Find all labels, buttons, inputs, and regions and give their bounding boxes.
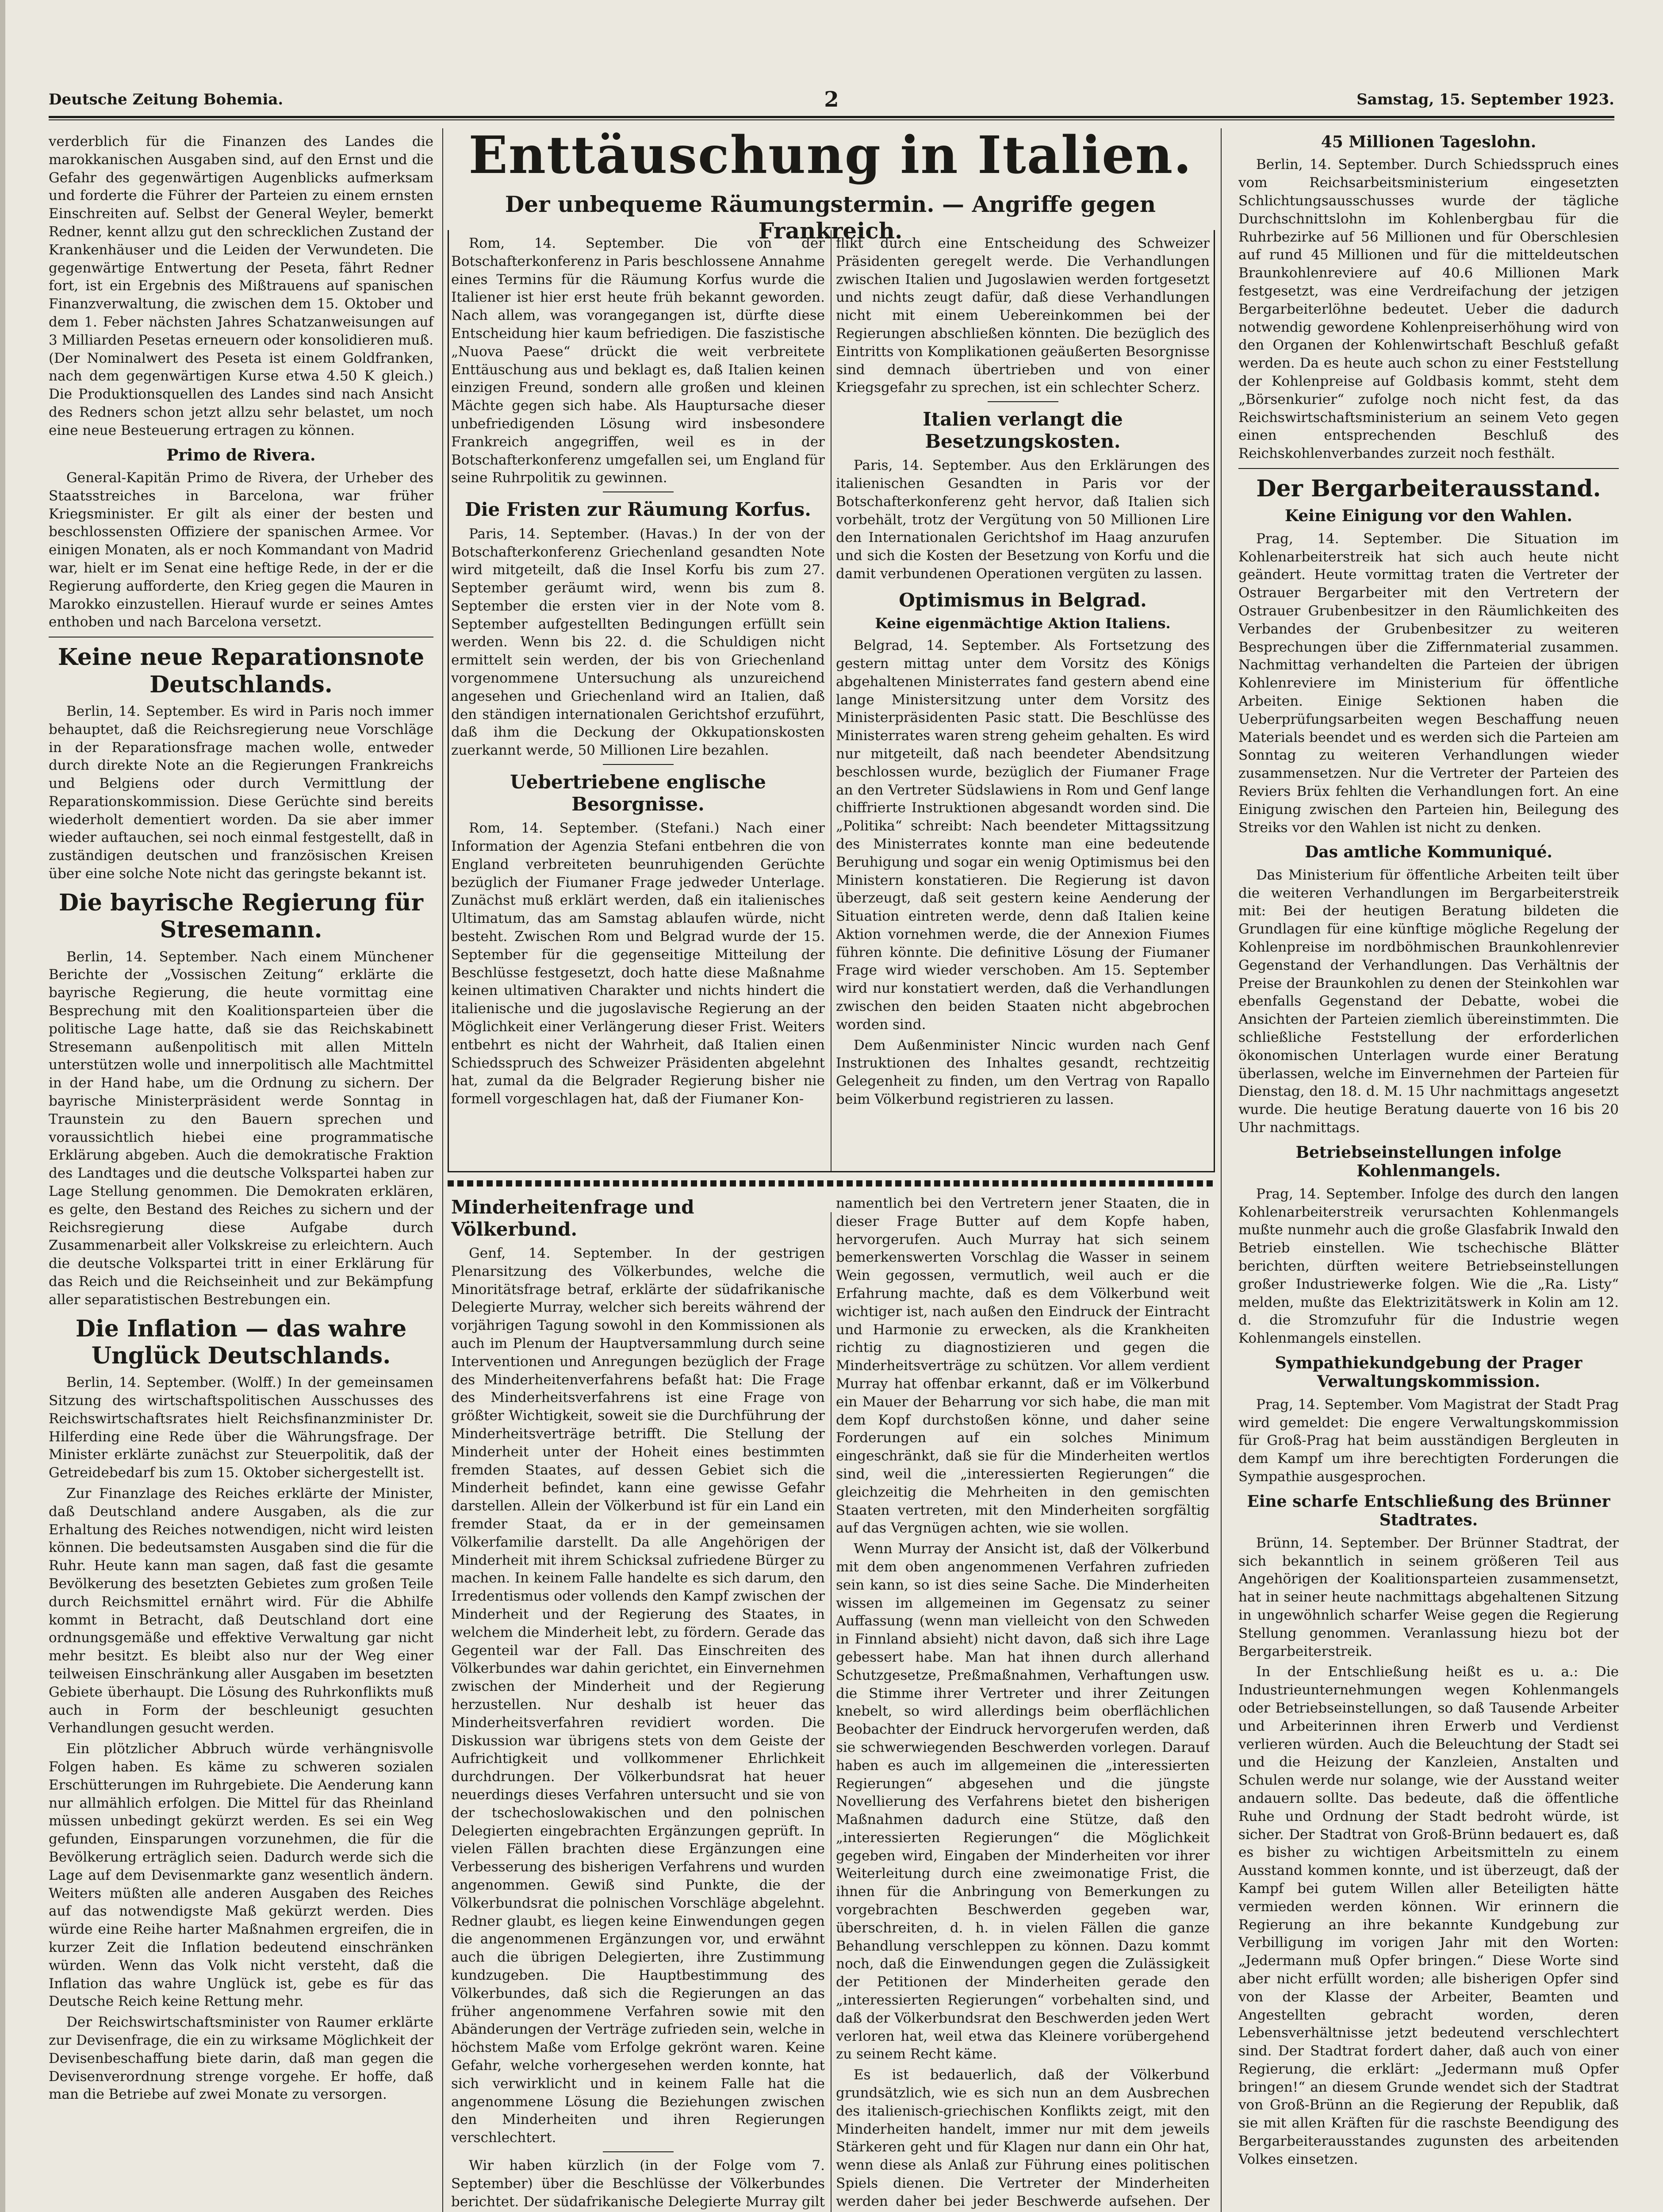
masthead-rule [49, 116, 1614, 118]
main-subheadline: Der unbequeme Räumungstermin. — Angriffe gegen Frankreich. [505, 191, 1156, 244]
paper-edge [0, 0, 5, 2212]
column-3-lower [836, 1194, 1210, 2212]
article-bruenner-stadtrat-1: Brünn, 14. September. Der Brünner Stadtrat, der sich bekanntlich in seinem größeren Teil aus Angehörigen der Koalitionsparteien zusammensetzt, hat in seiner heute nachmittags abgehaltenen Sitzung in ungewöhnlich scharfer Weise gegen die Regierung Stellung genommen. Veranlassung hiezu bot der Bergarbeiterstreik. [1238, 1535, 1619, 1659]
article-belgrad: Belgrad, 14. September. Als Fortsetzung des gestern mittag unter dem Vorsitz des Königs abgehaltenen Ministerrates fand gestern abend eine lange Ministersitzung unter dem Vorsitz des Ministerpräsidenten Pasic statt. Die Beschlüsse des Ministerrates waren streng geheim gehalten. Es wird nur mitgeteilt, daß nach beendeter Abendsitzung beschlossen wurde, bezüglich der Fiumaner Frage an den Vertreter Südslawiens in Rom und Genf lange chiffrierte Instruktionen abgesandt worden sind. Die „Politika“ schreibt: Nach beendeter Mittagssitzung des Ministerrates konnte man eine bedeutende Beruhigung und sogar ein wenig Optimismus bei den Ministern konstatieren. Die Regierung ist davon überzeugt, daß seit gestern keine Aenderung der Situation eintreten werde, denn daß Italien keine Aktion vornehmen werde, die der Annexion Fiumes führen könnte. Die definitive Lösung der Fiumaner Frage wird wieder verschoben. Am 15. September wird nur konstatiert werden, daß die Verhandlungen zwischen den beiden Staaten nicht abgebrochen worden sind. [836, 637, 1210, 1033]
headline-minderheitenfrage: Minderheitenfrage und Völkerbund. [451, 1196, 694, 1240]
page-number: 2 [824, 87, 839, 112]
headline-besorgnisse: Uebertriebene englische Besorgnisse. [510, 771, 766, 815]
article-belgrad-2: Dem Außenminister Nincic wurden nach Genf Instruktionen des Inhaltes gesandt, rechtzeitig Gelegenheit zu finden, um den Vertrag von Rapallo beim Völkerbund registrieren zu lassen. [836, 1037, 1210, 1108]
article-reparationsnote: Berlin, 14. September. Es wird in Paris noch immer behauptet, daß die Reichsregierung neue Vorschläge in der Reparationsfrage machen wolle, entweder durch direkte Note an die Regierungen Frankreichs und Belgiens oder durch Vermittlung der Reparationskommission. Diese Gerüchte sind bereits wiederholt dementiert worden. Da sie aber immer wieder auftauchen, sei noch einmal festgestellt, daß in zuständigen deutschen und französischen Kreisen über eine solche Note nicht das geringste bekannt ist. [49, 703, 433, 882]
separator [1238, 468, 1619, 469]
headline-primo-de-rivera: Primo de Rivera. [166, 445, 316, 465]
headline-bayrische-regierung: Die bayrische Regierung für Stresemann. [59, 889, 423, 944]
column-2-lower [451, 1194, 825, 2212]
masthead-title: Deutsche Zeitung Bohemia. [49, 91, 284, 108]
headline-inflation: Die Inflation — das wahre Unglück Deutschlands. [75, 1315, 407, 1369]
article-inflation-4: Der Reichswirtschaftsminister von Raumer erklärte zur Devisenfrage, die ein zu wirksame Möglichkeit der Devisenbeschaffung biete darin, daß man gegen die Devisenverordnung strenge vorgehe. Er hoffe, daß man die Betriebe auf zwei Monate zu versorgen. [49, 2014, 433, 2103]
article-bruenner-stadtrat-2: In der Entschließung heißt es u. a.: Die Industrieunternehmungen wegen Kohlenmangels oder Betriebseinstellungen, so daß Tausende Arbeiter und Arbeiterinnen ihren Erwerb und Verdienst verlieren würden. Auch die Beleuchtung der Stadt sei und die Heizung der Kanzleien, Anstalten und Schulen werde nur solange, wie der Ausstand weiter andauern sollte. Das bedeute, daß die öffentliche Ruhe und Ordnung der Stadt bedroht würde, ist sicher. Der Stadtrat von Groß-Brünn bedauert es, daß es bisher zu wichtigen Arbeitsmitteln zu einem Ausstand kommen konnte, und ist überzeugt, daß der Kampf bei gutem Willen aller Beteiligten hätte vermieden werden können. Wir erinnern die Regierung an ihre bekannte Kundgebung zur Verbilligung im vorigen Jahr mit den Worten: „Jedermann muß Opfer bringen.“ Diese Worte sind aber nicht erfüllt worden; alle bisherigen Opfer sind von der Klasse der Arbeiter, Beamten und Angestellten gebracht worden, deren Lebensverhältnisse jetzt bedeutend verschlechtert sind. Der Stadtrat fordert daher, daß auch von einer Regierung, die erklärt: „Jedermann muß Opfer bringen!“ an diesem Grunde wendet sich der Stadtrat von Groß-Brünn an die Regierung der Republik, daß sie mit allen Kräften für die raschste Beendigung des Bergarbeiterausstandes zugunsten des arbeitenden Volkes einsetzen. [1238, 1664, 1619, 2167]
column-2-italy [451, 234, 825, 1168]
short-rule [988, 401, 1058, 402]
column-rule-1 [442, 128, 443, 2212]
article-bergarbeiterausstand: Prag, 14. September. Die Situation im Kohlenarbeiterstreik hat sich auch heute nicht geändert. Heute vormittag traten die Vertreter der Ostrauer Bergarbeiter mit den Vertretern der Ostrauer Grubenbesitzer in den Räumlichkeiten des Verbandes der Grubenbesitzer zu weiteren Besprechungen über die Ziffernmaterial zusammen. Nachmittag verhandelten die Parteien der übrigen Kohlenreviere im Ministerium für öffentliche Arbeiten. Einige Sektionen haben die Ueberprüfungsarbeiten wegen Beschaffung neuen Materials beendet und es werden sich die Parteien am Sonntag zu weiteren Verhandlungen wieder zusammensetzen. Nur die Vertreter der Parteien des Reviers Brüx fehlten die Verhandlungen fort. An eine Einigung zwischen den Parteien hin, Beilegung des Streiks vor den Wahlen ist nicht zu denken. [1238, 530, 1619, 836]
article-minderheiten-3: namentlich bei den Vertretern jener Staaten, die in dieser Frage Butter auf dem Kopfe haben, hervorgerufen. Auch Murray hat sich seinem bemerkenswerten Vorschlag die Wasser in seinem Wein gegossen, vermutlich, weil auch er die Erfahrung machte, daß es dem Völkerbund weit wichtiger ist, nach außen den Eindruck der Eintracht und Harmonie zu erwecken, als die Krankheiten richtig zu diagnostizieren und gegen die Minderheitsverträge zu schützen. Vor allem verdient Murray hat offenbar erkannt, daß er im Völkerbund ein Mauer der Beharrung vor sich habe, die man mit dem Kopf durchstoßen könne, und daher seine Forderungen auf ein solches Minimum eingeschränkt, daß sie für die Minderheiten wertlos sind, weil die „interessierten Regierungen“ die gleichzeitig die Mehrheiten in den gemischten Staaten vertreten, mit den Minderheiten sorgfältig auf das Vergnügen achten, wie sie wollen. [836, 1195, 1210, 1536]
headline-optimismus-belgrad: Optimismus in Belgrad. [899, 589, 1147, 611]
article-tageslohn: Berlin, 14. September. Durch Schiedsspruch eines vom Reichsarbeitsministerium eingesetzten Schlichtungsausschusses wurde der tägliche Durchschnittslohn im Kohlenbergbau für die Ruhrbezirke auf 56 Millionen und für Oberschlesien auf rund 45 Millionen und für die mitteldeutschen Braunkohlenreviere auf 40.6 Millionen Mark festgesetzt, was eine Verdreifachung der jetzigen Bergarbeiterlöhne bedeutet. Ueber die dadurch notwendig gewordene Kohlenpreiserhöhung wird von den Organen der Kohlenwirtschaft Beschluß gefaßt werden. Da es heute auch schon zu einer Feststellung der Kohlenpreise auf Goldbasis kommt, steht dem „Börsenkurier“ zufolge noch nicht fest, da das Reichswirtschaftsministerium an seinem Veto gegen einen entsprechenden Beschluß des Reichskohlenverbandes zurzeit noch festhält. [1238, 157, 1619, 462]
column-3-italy [836, 234, 1210, 1168]
short-rule [603, 2151, 674, 2152]
headline-sympathiekundgebung: Sympathiekundgebung der Prager Verwaltungskommission. [1275, 1353, 1583, 1391]
headline-reparationsnote: Keine neue Reparationsnote Deutschlands. [57, 644, 425, 698]
article-inflation-3: Ein plötzlicher Abbruch würde verhängnisvolle Folgen haben. Es käme zu schweren sozialen Erschütterungen im Ruhrgebiete. Die Aenderung kann nur allmählich erfolgen. Die Mittel für das Rheinland müssen unbedingt gekürzt werden. Es sei ein Weg gefunden, Einsparungen vorzunehmen, die für die Bevölkerung erträglich seien. Dadurch werde sich die Lage auf dem Devisenmarkte ganz wesentlich ändern. Weiters müßten alle anderen Ausgaben des Reiches auf das notwendigste Maß gekürzt werden. Dies würde eine Reihe harter Maßnahmen ergreifen, die in kurzer Zeit die Inflation bedeutend einschränken würden. Wenn das Volk nicht versteht, daß die Inflation das wahre Unglück ist, gebe es für das Deutsche Reich keine Rettung mehr. [49, 1741, 433, 2010]
article-inflation-2: Zur Finanzlage des Reiches erklärte der Minister, daß Deutschland andere Ausgaben, als die zur Erhaltung des Reiches notwendigen, nicht wird leisten können. Die bedeutsamsten Ausgaben sind die für die Ruhr. Heute kann man sagen, daß fast die gesamte Bevölkerung des besetzten Gebietes zum großen Teile durch Reichsmittel ernährt wird. Für die Abhilfe kommt in Betracht, daß Deutschland dort eine ordnungsgemäße und effektive Verwaltung gar nicht mehr besitzt. Es bleibt also nur der Weg einer teilweisen Einschränkung aller Ausgaben im besetzten Gebiete überhaupt. Die Lösung des Ruhrkonflikts muß auch in Form der beschleunigt gesuchten Verhandlungen gesucht werden. [49, 1486, 433, 1736]
article-fristen-korfu: Paris, 14. September. (Havas.) In der von der Botschafterkonferenz Griechenland gesandten Note wird mitgeteilt, daß die Insel Korfu bis zum 27. September geräumt wird, wenn bis zum 8. September die ersten vier in der Note vom 8. September aufgestellten Bedingungen erfüllt sein werden. Wenn bis 22. d. die Schuldigen nicht ermittelt sein werden, der bis von Griechenland vorgenommene Untersuchung als unzureichend angesehen und Griechenland wird an Italien, daß den ständigen internationalen Gerichtshof erzuführt, daß ihm die Deckung der Okkupationskosten zuerkannt werde, 50 Millionen Lire bezahlen. [451, 526, 825, 759]
column-1 [49, 133, 433, 2106]
article-primo-de-rivera: General-Kapitän Primo de Rivera, der Urheber des Staatsstreiches in Barcelona, war früher Kriegsminister. Er gilt als einer der besten und beschlossensten Offiziere der spanischen Armee. Vor einigen Monaten, als er noch Kommandant von Madrid war, hielt er im Senat eine heftige Rede, in der er die Regierung aufforderte, den Krieg gegen die Mauren in Marokko einzustellen. Hierauf wurde er seines Amtes enthoben und nach Barcelona versetzt. [49, 470, 433, 630]
article-besetzungskosten: Paris, 14. September. Aus den Erklärungen des italienischen Gesandten in Paris vor der Botschafterkonferenz geht hervor, daß Italien sich vorbehält, trotz der Vergütung von 50 Millionen Lire den Internationalen Gerichtshof im Haag anzurufen und sich die Kosten der Besetzung von Korfu und die damit verbundenen Operationen vergüten zu lassen. [836, 457, 1210, 582]
column-rule-4 [1221, 128, 1222, 2212]
column-4 [1238, 133, 1619, 2212]
headline-bruenner-stadtrat: Eine scharfe Entschließung des Brünner Stadtrates. [1247, 1492, 1610, 1530]
short-rule [603, 764, 674, 765]
article-minderheiten-1: Genf, 14. September. In der gestrigen Plenarsitzung des Völkerbundes, welche die Minoritätsfrage betraf, erklärte der südafrikanische Delegierte Murray, welcher sich bereits während der vorjährigen Tagung sowohl in den Kommissionen als auch im Plenum der Hauptversammlung durch seine Interventionen und Anregungen bezüglich der Frage des Minderheitenverfahrens befaßt hat: Die Frage des Minderheitsverfahrens ist eine Frage von größter Wichtigkeit, soweit sie die Durchführung der Minderheitsverträge betrifft. Die Stellung der Minderheit unter der Hoheit eines bestimmten fremden Staates, auf dessen Gebiet sich die Minderheit befindet, kann eine gewisse Gefahr darstellen. Allein der Völkerbund ist für ein Land ein fremder Staat, da er in der gemeinsamen Völkerfamilie darstellt. Da alle Angehörigen der Minderheit mit ihrem Schicksal zufriedene Bürger zu machen. In keinem Falle handelte es sich darum, den Irredentismus oder vollends den Kampf zwischen der Minderheit und der Regierung des Staates, in welchem die Minderheit lebt, zu fördern. Gerade das Gegenteil war der Fall. Das Einschreiten des Völkerbundes war dahin gerichtet, ein Einvernehmen zwischen der Minderheit und der Regierung herzustellen. Nur deshalb ist heuer das Minderheitsverfahren revidiert worden. Die Diskussion war übrigens stets von dem Geiste der Aufrichtigkeit und vollkommener Ehrlichkeit durchdrungen. Der Völkerbundsrat hat heuer neuerdings dieses Verfahren untersucht und sie von der tschechoslowakischen und den polnischen Delegierten eingebrachten Ergänzungen geprüft. In vielen Fällen brachten diese Ergänzungen eine Verbesserung des bisherigen Verfahrens und wurden angenommen. Gewiß sind Punkte, die der Völkerbundsrat die polnischen Vorschläge abgelehnt. Redner glaubt, es liegen keine Einwendungen gegen die angenommenen Ergänzungen vor, und erwähnt auch die übrigen Delegierten, ihre Zustimmung kundzugeben. Die Hauptbestimmung des Völkerbundes, daß sich die Regierungen an das früher angenommene Verfahren sowie mit den Abänderungen der Verträge zufrieden sein, welche in höchstem Maße vom Erfolge gekrönt waren. Keine Gefahr, welche vorhergesehen werden konnte, hat sich verwirklicht und in keinem Falle hat die angenommene Lösung die Beziehungen zwischen den Minderheiten und ihren Regierungen verschlechtert. [451, 1245, 825, 2146]
article-minderheiten-5: Es ist bedauerlich, daß der Völkerbund grundsätzlich, wie es sich nun an dem Ausbrechen des italienisch-griechischen Konflikts zeigt, mit den Minderheiten handelt, immer nur mit dem jeweils Stärkeren geht und für Klagen nur dann ein Ohr hat, wenn diese als Anlaß zur Führung eines politischen Spiels dienen. Die Vertreter der Minderheiten werden daher bei jeder Beschwerde aufsehen. Der [836, 2067, 1210, 2209]
subheadline-einigung: Keine Einigung vor den Wahlen. [1284, 507, 1573, 526]
column-rule-3 [831, 1212, 832, 2212]
main-headline: Enttäuschung in Italien. [468, 125, 1192, 185]
article-minderheiten-2: Wir haben kürzlich (in der Folge vom 7. September) über die Beschlüsse der Völkerbundes berichtet. Der südafrikanische Delegierte Murray gilt [451, 2157, 825, 2210]
subheadline-belgrad: Keine eigenmächtige Aktion Italiens. [875, 615, 1171, 632]
headline-besetzungskosten: Italien verlangt die Besetzungskosten. [923, 408, 1123, 452]
article-inflation-1: Berlin, 14. September. (Wolff.) In der gemeinsamen Sitzung des wirtschaftspolitischen Ausschusses des Reichswirtschaftsrates hielt Reichsfinanzminister Dr. Hilferding eine Rede über die Währungsfrage. Der Minister erklärte zunächst zur Steuerpolitik, daß der Getreidebedarf bis zum 15. Oktober sichergestellt ist. [49, 1375, 433, 1481]
headline-betriebseinstellungen: Betriebseinstellungen infolge Kohlenmangels. [1295, 1143, 1562, 1181]
article-sympathiekundgebung: Prag, 14. September. Vom Magistrat der Stadt Prag wird gemeldet: Die engere Verwaltungskommission für Groß-Prag hat beim ausständigen Bergleuten in dem Kampf um ihre berechtigten Forderungen die Sympathie ausgesprochen. [1238, 1396, 1619, 1485]
masthead-date: Samstag, 15. September 1923. [1356, 91, 1614, 108]
masthead-rule-thin [49, 119, 1614, 120]
article-betriebseinstellungen: Prag, 14. September. Infolge des durch den langen Kohlenarbeiterstreik verursachten Kohlenmangels mußte nunmehr auch die große Glasfabrik Inwald den Betrieb einstellen. Wie tschechische Blätter berichten, dürften weitere Betriebseinstellungen großer Industriewerke folgen. Wie die „Ra. Listy“ melden, mußte das Elektrizitätswerk in Kolin am 12. d. die Stromzufuhr für die Industrie wegen Kohlenmangels einstellen. [1238, 1186, 1619, 1347]
article-italien-rom: Rom, 14. September. Die von der Botschafterkonferenz in Paris beschlossene Annahme eines Termins für die Räumung Korfus wurde die Italiener ist hier erst heute früh bekannt geworden. Nach allem, was vorangegangen ist, dürfte diese Entscheidung hier kaum befriedigen. Die faszistische „Nuova Paese“ drückt die weit verbreitete Enttäuschung aus und beklagt es, daß Italien keinen einzigen Freund, sondern alle großen und kleinen Mächte gegen sich habe. Als Hauptursache dieser unbefriedigenden Lösung wird insbesondere Frankreich angegriffen, weil es in der Botschafterkonferenz umgefallen sei, um England für seine Ruhrpolitik zu gewinnen. [451, 235, 825, 486]
article-besorgnisse: Rom, 14. September. (Stefani.) Nach einer Information der Agenzia Stefani entbehren die von England verbreiteten beunruhigenden Gerüchte bezüglich der Fiumaner Frage jedweder Unterlage. Zunächst muß erklärt werden, daß ein italienisches Ultimatum, das am Samstag ablaufen würde, nicht besteht. Zwischen Rom und Belgrad wurde der 15. September für die gegenseitige Mitteilung der Beschlüsse festgesetzt, doch hatte diese Maßnahme keinen ultimativen Charakter und nichts hindert die italienische und die jugoslavische Regierung an der Möglichkeit einer Verlängerung dieser Frist. Weiters entbehrt es nicht der Wahrheit, daß Italien einen Schiedsspruch des Schweizer Präsidenten abgelehnt hat, zumal da die Belgrader Regierung bisher nie formell vorgeschlagen hat, daß der Fiumaner Kon- [451, 820, 825, 1107]
headline-bergarbeiterausstand: Der Bergarbeiterausstand. [1256, 475, 1601, 503]
ornamental-rule [448, 1180, 1215, 1187]
headline-kommunique: Das amtliche Kommuniqué. [1305, 843, 1552, 862]
headline-fristen-korfu: Die Fristen zur Räumung Korfus. [465, 499, 811, 521]
article-kommunique: Das Ministerium für öffentliche Arbeiten teilt über die weiteren Verhandlungen im Bergarbeiterstreik mit: Bei der heutigen Beratung bildeten die Grundlagen für eine künftige mögliche Regelung der Kohlenpreise im nordböhmischen Braunkohlenrevier Gegenstand der Verhandlungen. Das Verhältnis der Preise der Braunkohlen zu denen der Steinkohlen war ebenfalls Gegenstand der Debatte, wobei die Ansichten der Parteien ziemlich übereinstimmten. Die schließliche Feststellung der erforderlichen ökonomischen Unterlagen wurde einer Beratung überlassen, welche im Einvernehmen der Parteien für Dienstag, den 18. d. M. 15 Uhr nachmittags angesetzt wurde. Die heutige Beratung dauerte von 16 bis 20 Uhr nachmittags. [1238, 867, 1619, 1136]
article-minderheiten-4: Wenn Murray der Ansicht ist, daß der Völkerbund mit dem oben angenommenen Verfahren zufrieden sein kann, so ist dies seine Sache. Die Minderheiten wissen im allgemeinen im Gegensatz zu seiner Auffassung (wenn man vielleicht von den Schweden in Finnland absieht) nicht davon, daß sich ihre Lage gebessert habe. Man hat ihnen durch allerhand Schutzgesetze, Preßmaßnahmen, Verhaftungen usw. die Stimme ihrer Vertreter und ihrer Zeitungen knebelt, so wird allerdings beim oberflächlichen Beobachter der Eindruck hervorgerufen werden, daß sie schwerwiegenden Beschwerden vorlegen. Darauf haben es auch im allgemeinen die „interessierten Regierungen“ abgesehen und die jüngste Novellierung des Verfahrens bietet den bisherigen Maßnahmen dadurch eine Stütze, daß den „interessierten Regierungen“ die Möglichkeit gegeben wird, Eingaben der Minderheiten vor ihrer Weiterleitung durch eine zweimonatige Frist, die ihnen für die Anbringung von Bemerkungen zu vorgebrachten Beschwerden gegeben war, überschreiten, d. h. in vielen Fällen die ganze Behandlung verschleppen zu können. Dazu kommt noch, daß die Einwendungen gegen die Zulässigkeit der Petitionen der Minderheiten gerade den „interessierten Regierungen“ vorbehalten sind, und daß der Völkerbundsrat den Beschwerden jeden Wert verloren hat, weil etwa das Kleinere vorübergehend zu seinem Recht käme. [836, 1541, 1210, 2062]
article-marokko-continued: verderblich für die Finanzen des Landes die marokkanischen Ausgaben sind, auf den Ernst und die Gefahr des gegenwärtigen Augenblicks aufmerksam und forderte die Führer der Parteien zu einem ernsten Einschreiten auf. Selbst der General Weyler, bemerkt Redner, kennt allzu gut den schrecklichen Zustand der Krankenhäuser und die Leiden der Verwundeten. Die gegenwärtige Entwertung der Peseta, fährt Redner fort, ist ein Ergebnis des Mißtrauens auf spanischen Finanzverwaltung, die zwischen dem 15. Oktober und dem 1. Feber nächsten Jahres Schatzanweisungen auf 3 Milliarden Pesetas erneuern oder konsolidieren muß. (Der Nominalwert des Peseta ist einem Goldfranken, nach dem gegenwärtigen Kurse etwa 4.50 K gleich.) Die Produktionsquellen des Landes sind nach Ansicht des Redners schon jetzt allzu sehr belastet, um noch eine neue Besteuerung ertragen zu können. [49, 134, 433, 438]
masthead [49, 87, 1614, 112]
headline-tageslohn: 45 Millionen Tageslohn. [1321, 133, 1537, 151]
article-besorgnisse-continued: flikt durch eine Entscheidung des Schweizer Präsidenten geregelt werde. Die Verhandlungen zwischen Italien und Jugoslawien werden fortgesetzt und nichts zeugt dafür, daß diese Verhandlungen nicht mit einem Uebereinkommen bei der Regierungen abschließen könnten. Die bezüglich des Eintritts von Komplikationen geäußerten Besorgnisse sind demnach übertrieben und von einer Kriegsgefahr zu sprechen, ist ein schlechter Scherz. [836, 235, 1210, 396]
article-bayrische-regierung: Berlin, 14. September. Nach einem Münchener Berichte der „Vossischen Zeitung“ erklärte die bayrische Regierung, die heute vormittag eine Besprechung mit den Koalitionsparteien über die politische Lage hatte, daß sie das Reichskabinett Stresemann außenpolitisch mit allen Mitteln unterstützen wolle und innerpolitisch alle Machtmittel in der Hand habe, um die Ordnung zu sichern. Der bayrische Ministerpräsident werde Sonntag in Traunstein zu den Bauern sprechen und voraussichtlich hiebei eine programmatische Erklärung abgeben. Auch die demokratische Fraktion des Landtages und die deutsche Volkspartei haben zur Lage Stellung genommen. Die Demokraten erklären, es gelte, den Bestand des Reiches zu sichern und der Reichsregierung diese Aufgabe durch Zusammenarbeit aller Volkskreise zu erleichtern. Auch die deutsche Volkspartei tritt in einer Erklärung für das Reich und die Reichseinheit und zur Bekämpfung aller separatistischen Bestrebungen ein. [49, 949, 433, 1308]
